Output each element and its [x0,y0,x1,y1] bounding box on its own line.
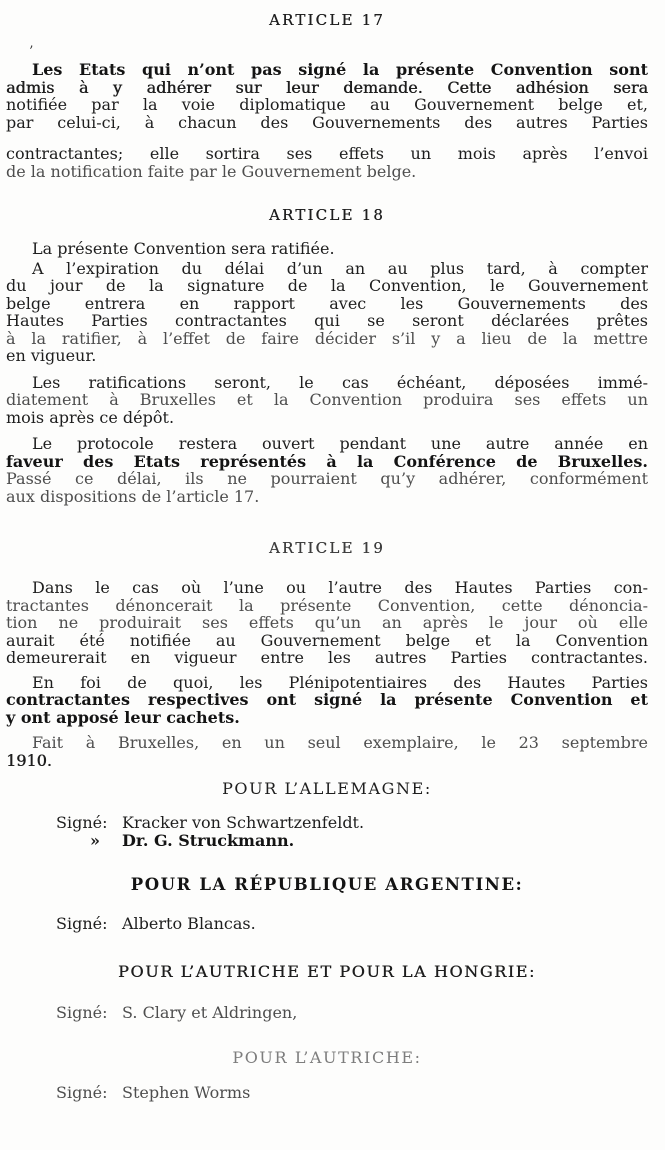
article-17-paragraph-1-continued [6,145,648,180]
text-line: faveur des Etats représentés à la Conférence de Bruxelles. [6,451,648,471]
text-line: y ont apposé leur cachets. [6,707,240,727]
text-line: du jour de la signature de la Convention, le Gouvernement [6,276,648,295]
article-18-heading: ARTICLE 18 [268,206,386,224]
text-line: par celui-ci, à chacun des Gouvernements des autres Parties [6,112,648,132]
text-line: en vigueur. [6,346,97,365]
signature-heading-argentina: POUR LA RÉPUBLIQUE ARGENTINE: [130,875,524,894]
text-line: mois après ce dépôt. [6,407,175,427]
text-line: demeurerait en vigueur entre les autres Parties contractantes. [6,648,648,667]
text-line: notifiée par la voie diplomatique au Gouvernement belge et, [6,95,648,114]
article-19-paragraph-1 [6,579,648,667]
article-18-paragraph-3 [6,374,648,427]
signature-prefix: Signé: [56,1083,108,1102]
article-19-paragraph-3 [6,734,648,769]
article-17-heading: ARTICLE 17 [268,11,386,29]
text-line: Les Etats qui n’ont pas signé la présente Convention sont [32,60,648,79]
signatory-name: S. Clary et Aldringen, [122,1002,298,1022]
text-line: La présente Convention sera ratifiée. [32,239,335,258]
article-19-heading: ARTICLE 19 [268,539,386,557]
signature-heading-austria-hungary: POUR L’AUTRICHE ET POUR LA HONGRIE: [118,961,536,981]
text-line: Dans le cas où l’une ou l’autre des Hautes Parties con- [32,578,648,597]
signature-heading-austria: POUR L’AUTRICHE: [232,1048,422,1067]
text-line: contractantes; elle sortira ses effets un mois après l’envoi [6,144,648,163]
text-line: Passé ce délai, ils ne pourraient qu’y adhérer, conformément [6,469,648,488]
signature-heading-germany: POUR L’ALLEMAGNE: [222,779,432,798]
signature-line [56,832,648,850]
text-line: A l’expiration du délai d’un an au plus tard, à compter [32,258,648,278]
text-line: diatement à Bruxelles et la Convention produira ses effets un [6,390,648,409]
signature-line [56,915,648,933]
text-line: Fait à Bruxelles, en un seul exemplaire, le 23 septembre [32,733,648,752]
signatory-name: Alberto Blancas. [122,914,256,933]
text-line: aux dispositions de l’article 17. [6,486,260,506]
signature-ditto-mark: » [90,830,100,850]
text-line: admis à y adhérer sur leur demande. Cette adhésion sera [6,77,648,97]
text-line: tractantes dénoncerait la présente Convention, cette dénoncia- [6,595,648,615]
text-line: Le protocole restera ouvert pendant une autre année en [32,434,648,453]
article-18-paragraph-4 [6,435,648,505]
signature-prefix: Signé: [56,813,108,832]
article-18-paragraph-1 [6,240,648,258]
text-line: à la ratifier, à l’effet de faire décider s’il y a lieu de la mettre [6,328,648,348]
article-17-paragraph-1 [6,61,648,131]
signatory-name: Dr. G. Struckmann. [122,830,295,850]
signature-line [56,1004,648,1022]
text-line: contractantes respectives ont signé la présente Convention et [6,690,648,709]
text-line: aurait été notifiée au Gouvernement belge et la Convention [6,630,648,650]
signature-line [56,814,648,832]
article-18-paragraph-2 [6,260,648,365]
scan-artifact-mark: ’ [29,44,34,60]
signatory-name: Kracker von Schwartzenfeldt. [122,813,365,832]
text-line: 1910. [6,750,52,770]
signature-prefix: Signé: [56,914,108,933]
article-19-paragraph-2 [6,674,648,727]
text-line: belge entrera en rapport avec les Gouvernements des [6,293,648,313]
signature-line [56,1084,648,1102]
text-line: tion ne produirait ses effets qu’un an après le jour où elle [6,613,648,632]
signatory-name: Stephen Worms [122,1083,251,1102]
signature-prefix: Signé: [56,1002,108,1022]
text-line: En foi de quoi, les Plénipotentiaires des Hautes Parties [32,672,648,692]
text-line: Hautes Parties contractantes qui se seront déclarées prêtes [6,311,648,330]
text-line: de la notification faite par le Gouvernement belge. [6,161,417,181]
text-line: Les ratifications seront, le cas échéant, déposées immé- [32,372,648,392]
